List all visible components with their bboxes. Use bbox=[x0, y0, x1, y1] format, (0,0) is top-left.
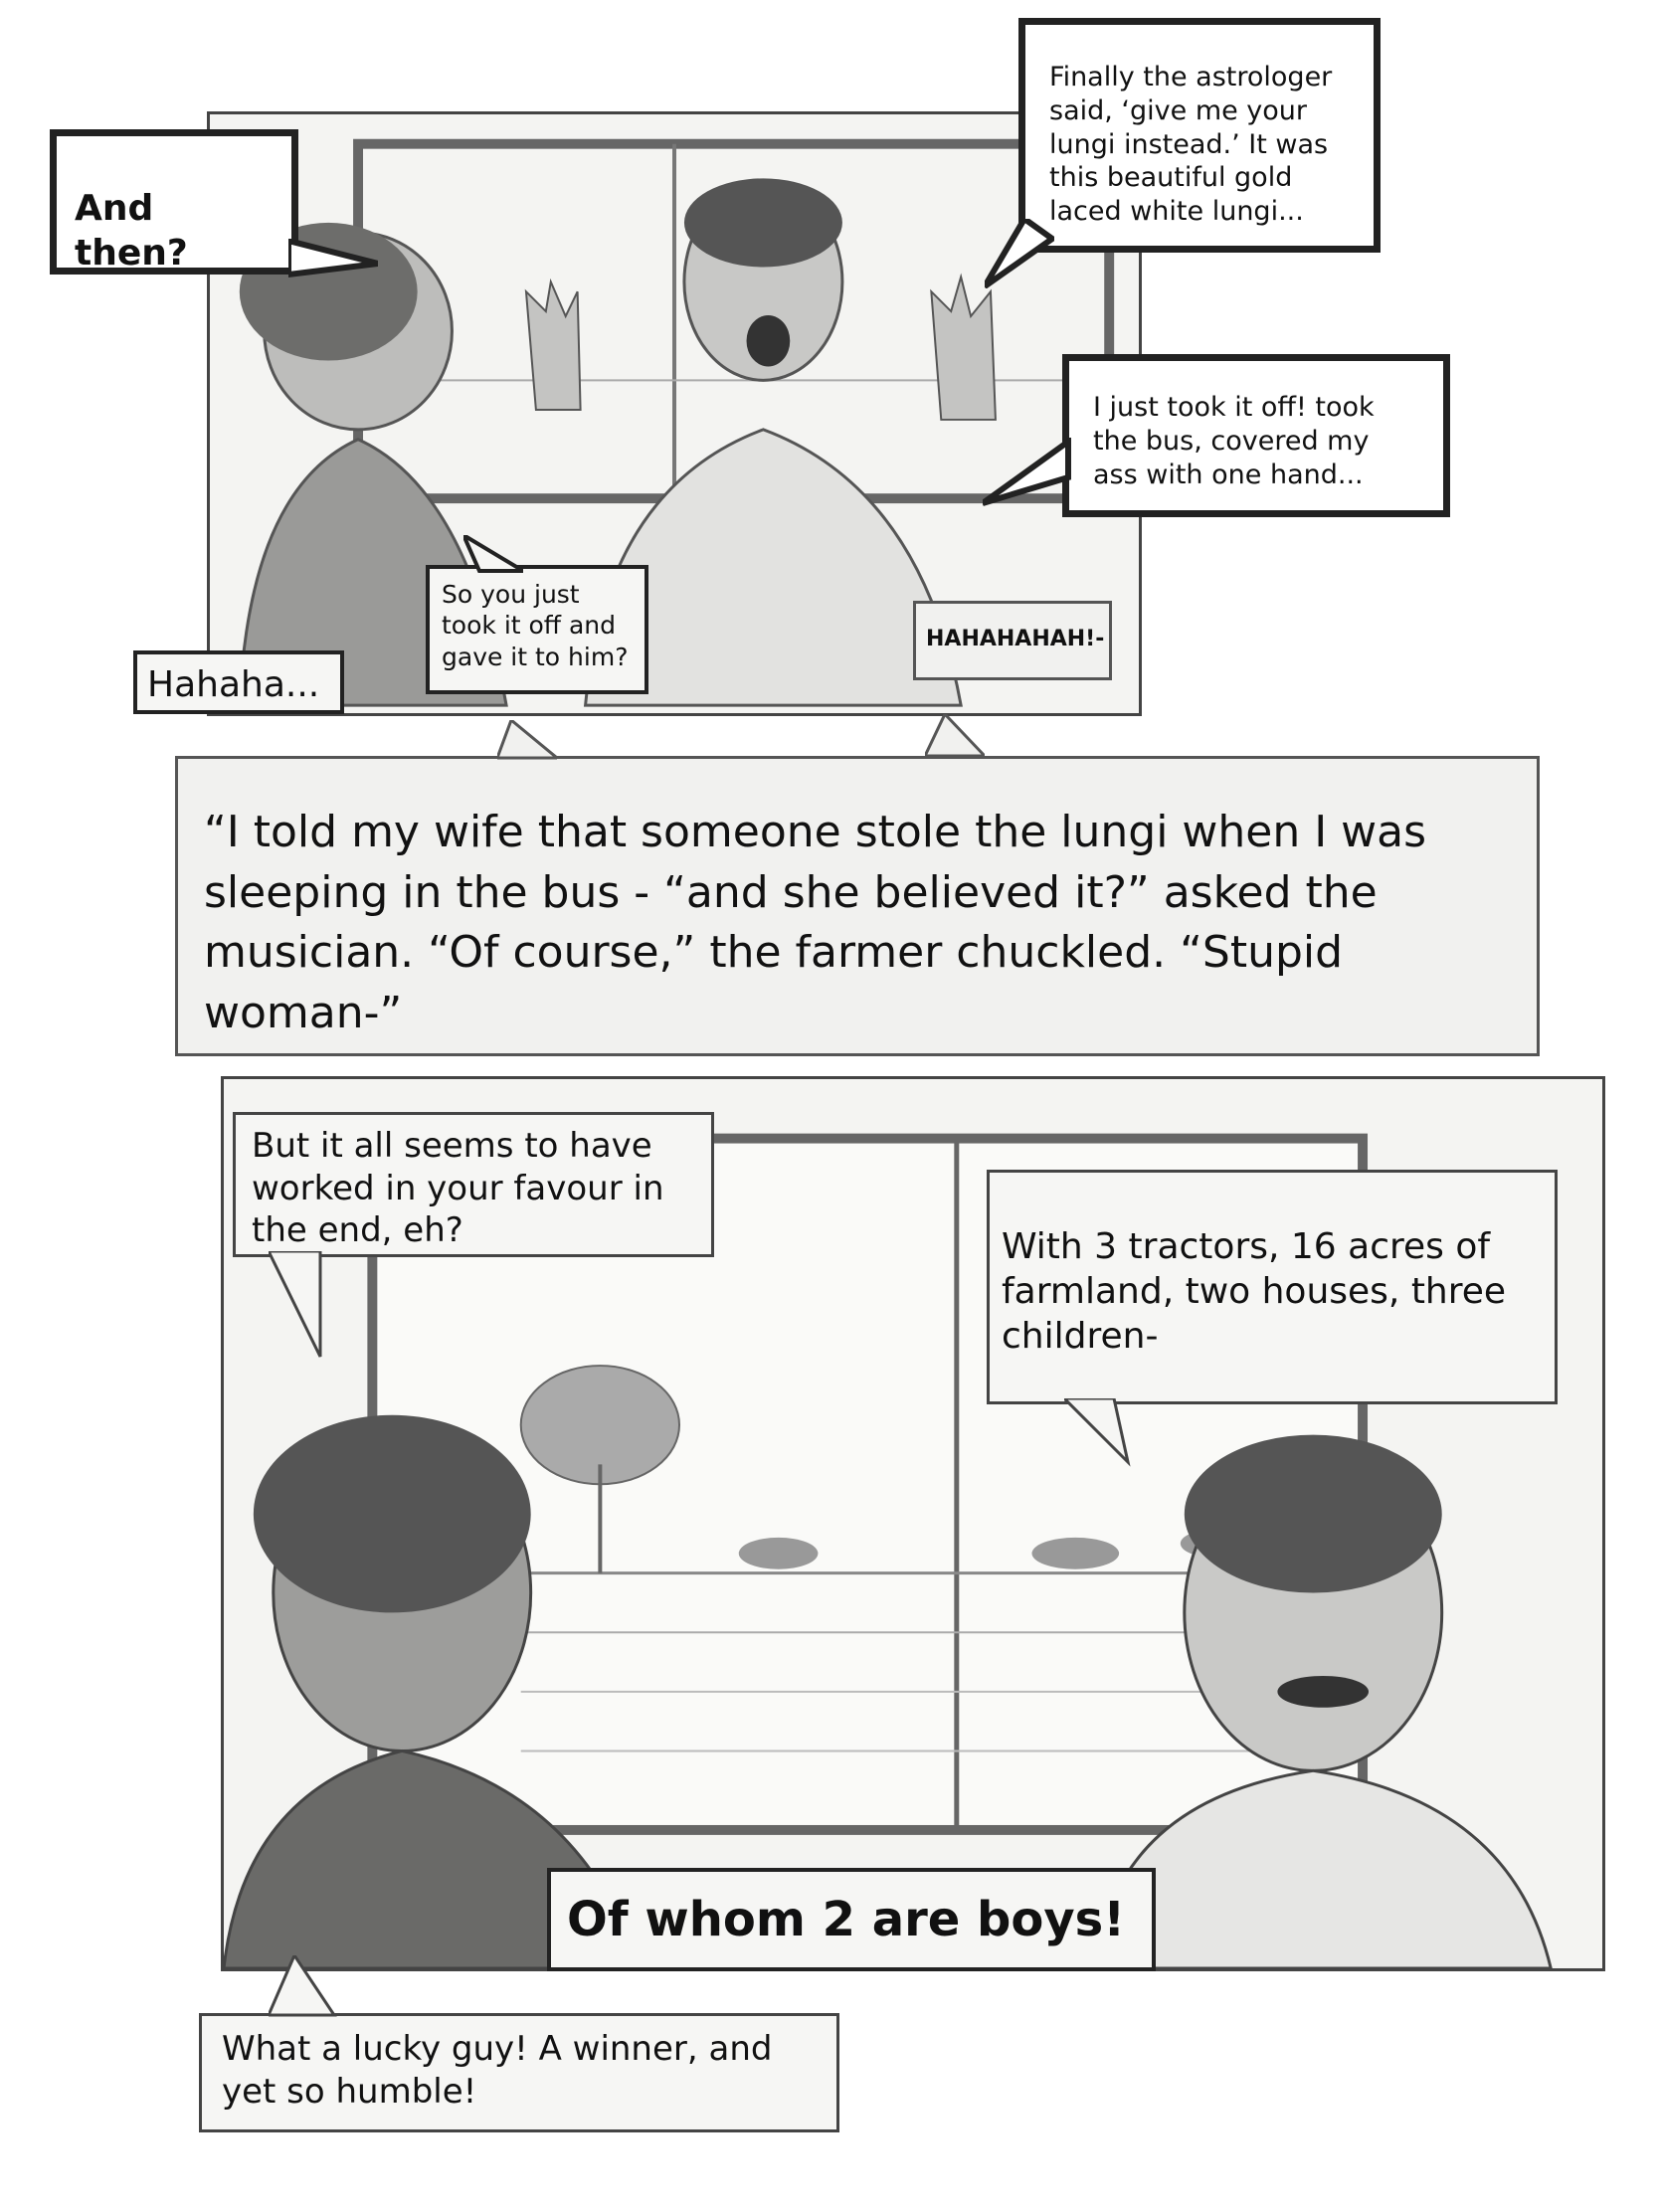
speech-bubble-took-off bbox=[1062, 354, 1450, 517]
speech-bubble-boys bbox=[547, 1868, 1156, 1971]
speech-bubble-tractors bbox=[987, 1170, 1558, 1404]
and-then-text: And then? bbox=[75, 188, 188, 274]
took-off-text: I just took it off! took the bus, covered my ass with one hand... bbox=[1093, 392, 1375, 490]
tractors-text: With 3 tractors, 16 acres of farmland, two houses, three children- bbox=[1002, 1226, 1507, 1357]
lucky-tail bbox=[269, 1955, 338, 2017]
favour-tail bbox=[269, 1251, 328, 1361]
favour-text: But it all seems to have worked in your favour in the end, eh? bbox=[252, 1126, 664, 1250]
so-you-just-text: So you just took it off and gave it to him? bbox=[442, 580, 629, 671]
boys-text: Of whom 2 are boys! bbox=[567, 1892, 1126, 1947]
so-you-just-tail bbox=[463, 535, 523, 575]
caption-tail-left bbox=[497, 720, 557, 760]
speech-bubble-so-you-just bbox=[426, 565, 648, 694]
and-then-tail bbox=[288, 239, 378, 278]
took-off-tail bbox=[983, 438, 1072, 507]
narration-caption bbox=[175, 756, 1540, 1056]
laugh-hahahahah bbox=[913, 601, 1112, 680]
hahaha-text: Hahaha... bbox=[147, 664, 320, 705]
hahahahah-text: HAHAHAHAH!- bbox=[926, 627, 1105, 651]
speech-bubble-favour bbox=[233, 1112, 714, 1257]
speech-bubble-lucky bbox=[199, 2013, 839, 2132]
tractors-tail bbox=[1064, 1398, 1134, 1468]
astrologer-tail bbox=[985, 219, 1054, 288]
speech-bubble-and-then bbox=[50, 129, 298, 275]
caption-text: “I told my wife that someone stole the lungi when I was sleeping in the bus - “and she believed it?” asked the musician. “Of course,” the farmer chuckled. “Stupid woman-” bbox=[204, 807, 1427, 1039]
caption-tail-right bbox=[925, 714, 985, 758]
astrologer-text: Finally the astrologer said, ‘give me your lungi instead.’ It was this beautiful gold laced white lungi... bbox=[1049, 62, 1333, 227]
speech-bubble-astrologer bbox=[1018, 18, 1381, 253]
laugh-hahaha bbox=[133, 650, 344, 714]
lucky-text: What a lucky guy! A winner, and yet so humble! bbox=[222, 2029, 773, 2112]
